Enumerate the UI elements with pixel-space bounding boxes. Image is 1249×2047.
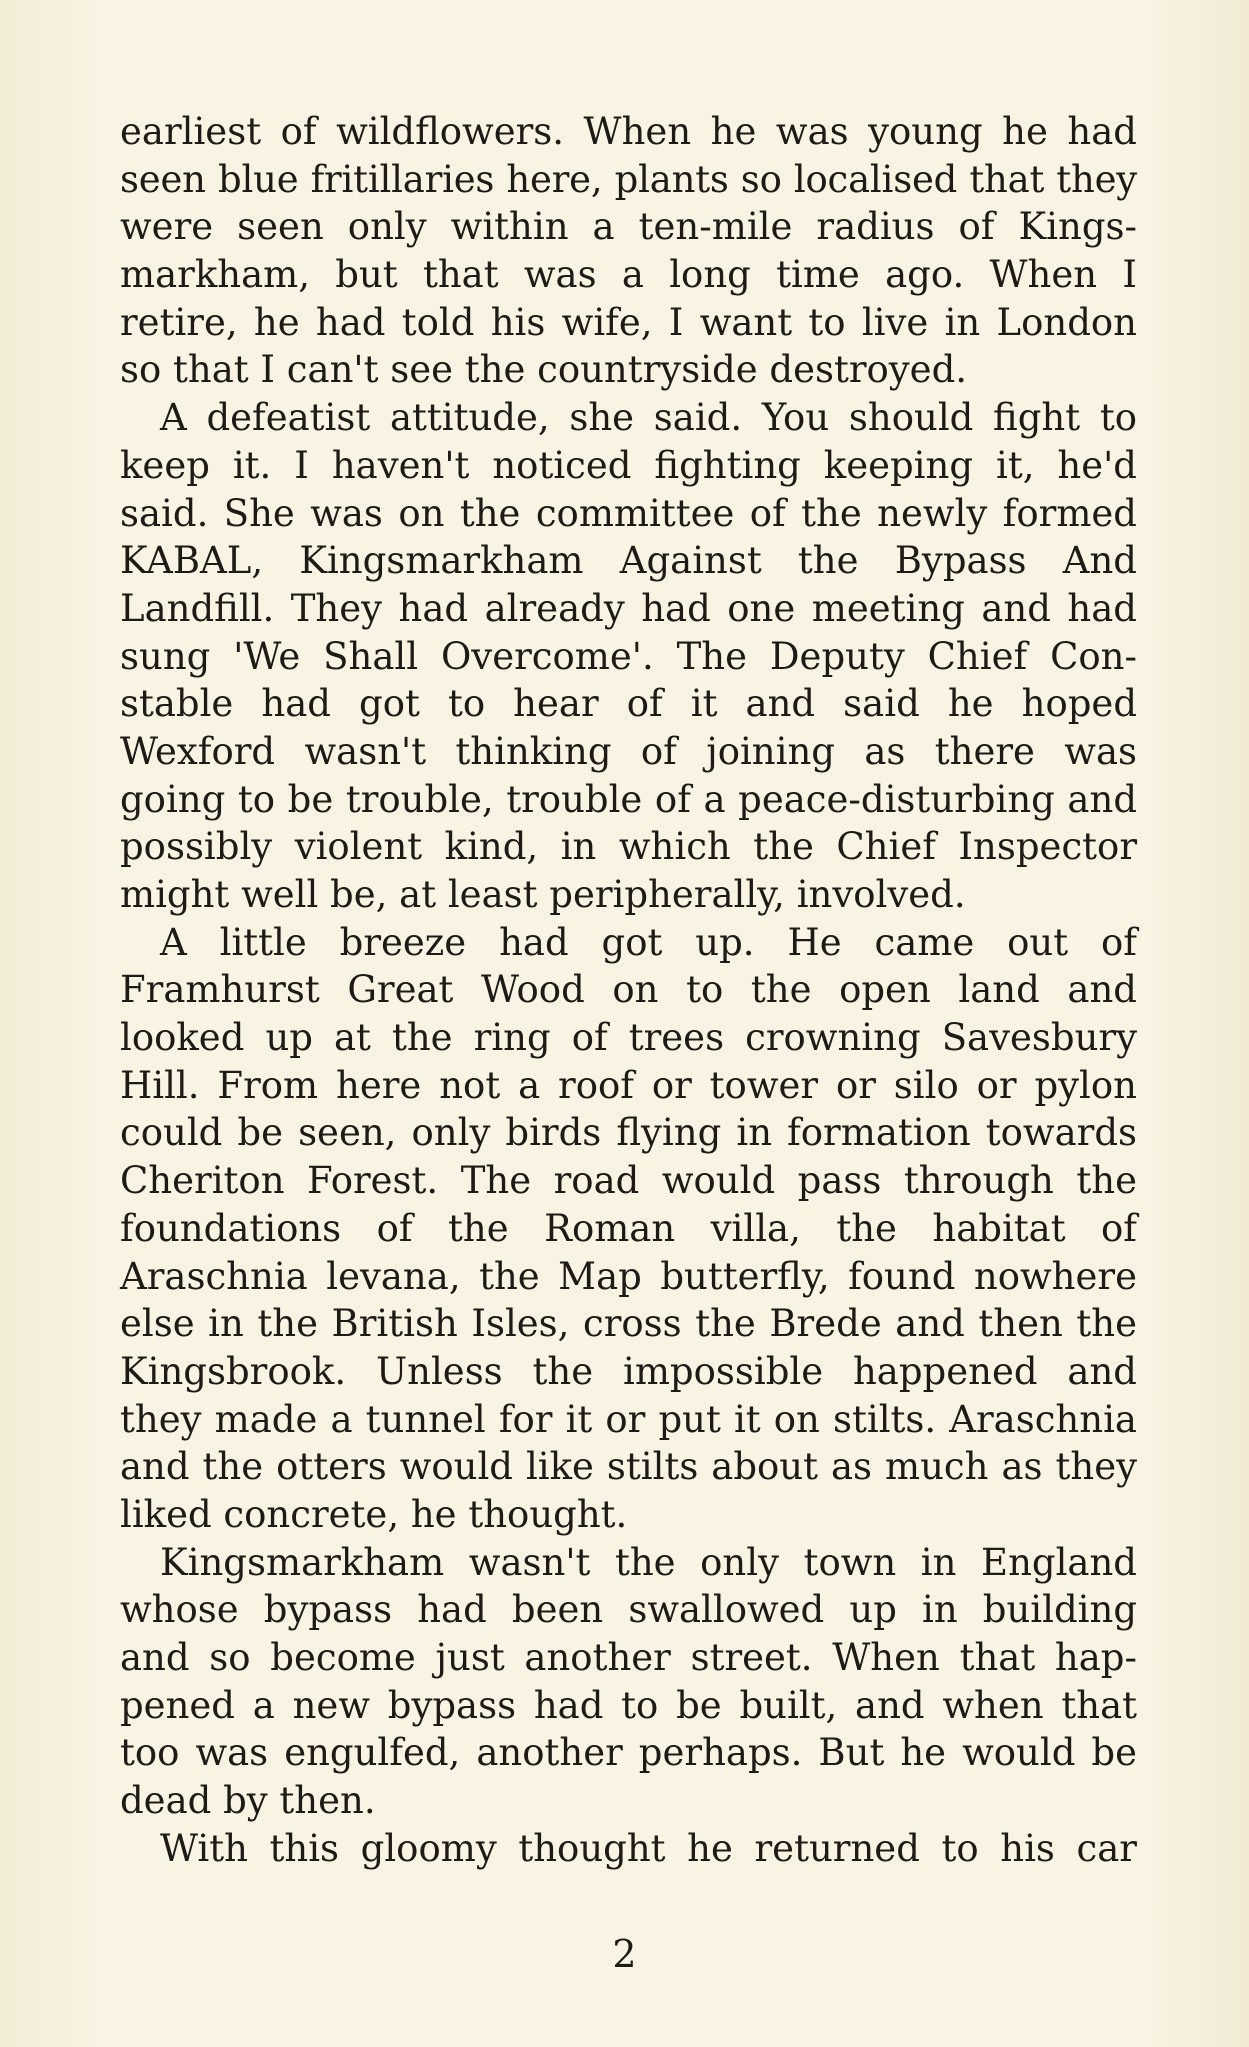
- text-line: Hill. From here not a roof or tower or silo or pylon: [120, 1063, 1137, 1107]
- text-line: Kingsbrook. Unless the impossible happened and: [120, 1349, 1137, 1393]
- text-line: going to be trouble, trouble of a peace-disturbing and: [120, 777, 1137, 821]
- text-line: might well be, at least peripherally, involved.: [120, 873, 966, 916]
- text-line: looked up at the ring of trees crowning Savesbury: [120, 1016, 1137, 1060]
- text-line: they made a tunnel for it or put it on stilts. Araschnia: [120, 1397, 1137, 1441]
- text-line: possibly violent kind, in which the Chief Inspector: [120, 825, 1137, 869]
- text-line: so that I can't see the countryside destroyed.: [120, 348, 968, 392]
- page-number: 2: [612, 1932, 637, 1976]
- text-line: dead by then.: [120, 1779, 376, 1823]
- text-line: earliest of wildflowers. When he was young he had: [120, 110, 1137, 153]
- text-line: foundations of the Roman villa, the habitat of: [120, 1206, 1137, 1250]
- text-line: said. She was on the committee of the newly formed: [120, 491, 1137, 535]
- text-line: pened a new bypass had to be built, and when that: [120, 1683, 1137, 1727]
- text-line: else in the British Isles, cross the Brede and then the: [120, 1302, 1137, 1346]
- text-line: and the otters would like stilts about as much as they: [120, 1445, 1137, 1489]
- text-line: whose bypass had been swallowed up in building: [120, 1588, 1137, 1632]
- text-line: Cheriton Forest. The road would pass through the: [120, 1159, 1137, 1203]
- text-line: liked concrete, he thought.: [120, 1492, 628, 1536]
- text-line: keep it. I haven't noticed fighting keeping it, he'd: [120, 443, 1137, 487]
- text-line: A defeatist attitude, she said. You should fight to: [160, 396, 1137, 440]
- text-line: Landfill. They had already had one meeting and had: [120, 586, 1137, 630]
- text-line: Framhurst Great Wood on to the open land and: [120, 968, 1137, 1012]
- text-line: and so become just another street. When that hap-: [120, 1636, 1137, 1679]
- text-line: With this gloomy thought he returned to his car: [160, 1826, 1137, 1870]
- text-line: too was engulfed, another perhaps. But he would be: [120, 1731, 1137, 1775]
- text-line: were seen only within a ten-mile radius of Kings-: [120, 205, 1137, 249]
- body-text: [120, 108, 1137, 1872]
- text-line: A little breeze had got up. He came out of: [160, 920, 1137, 964]
- text-line: seen blue fritillaries here, plants so localised that they: [120, 157, 1137, 201]
- text-line: Kingsmarkham wasn't the only town in England: [160, 1540, 1137, 1584]
- text-line: Araschnia levana, the Map butterfly, found nowhere: [120, 1254, 1137, 1298]
- text-line: Wexford wasn't thinking of joining as there was: [120, 729, 1137, 773]
- text-line: could be seen, only birds flying in formation towards: [120, 1111, 1137, 1155]
- text-line: stable had got to hear of it and said he hoped: [120, 682, 1137, 726]
- text-line: markham, but that was a long time ago. When I: [120, 253, 1137, 297]
- text-line: KABAL, Kingsmarkham Against the Bypass And: [120, 539, 1137, 583]
- text-line: retire, he had told his wife, I want to live in London: [120, 300, 1137, 344]
- text-line: sung 'We Shall Overcome'. The Deputy Chief Con-: [120, 634, 1137, 678]
